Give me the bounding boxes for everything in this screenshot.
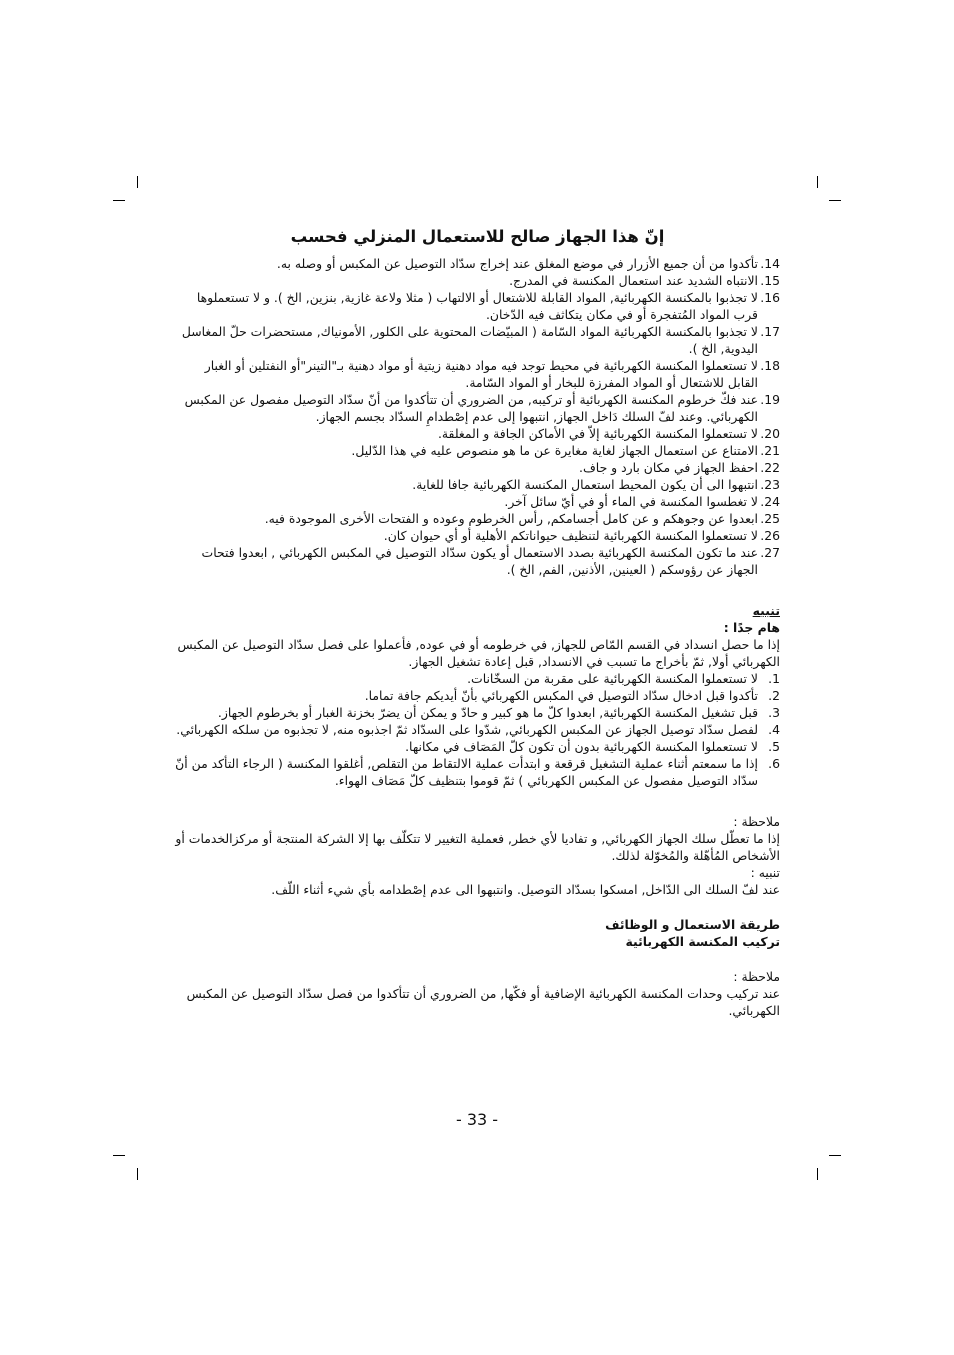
crop-mark-top-right-h bbox=[829, 200, 841, 201]
item-number: 17. bbox=[760, 324, 780, 339]
list-item bbox=[175, 544, 780, 578]
item-text: الانتباه الشديد عند استعمال المكنسة في المدرج. bbox=[509, 273, 758, 288]
list-item bbox=[175, 272, 780, 289]
crop-mark-top-left-h bbox=[113, 200, 125, 201]
item-text: عند فكّ خرطوم المكنسة الكهربائية أو تركيبه, من الضروري أن تتأكدوا من أنّ سدّاد التوصيل مفصول عن المكبس الكهربائي. وعند لفّ السلك دَاخل الجهاز, انتبهوا إلى عدم إصْطدامِ السدّاد بجسم الجهاز. bbox=[184, 392, 758, 424]
list-item bbox=[175, 442, 780, 459]
note-label: ملاحظة : bbox=[733, 814, 780, 829]
item-text: لا تستعملوا المكنسة الكهربائية بدون أن تكون كلّ المَصَاف في مكانها. bbox=[405, 739, 758, 754]
item-number: 20. bbox=[760, 426, 780, 441]
item-text: لا تغطسوا المكنسة في الماء أو في أيّ سائل آخر. bbox=[504, 494, 758, 509]
item-number: 14. bbox=[760, 256, 780, 271]
item-text: الامتناع عن استعمال الجهاز لغاية مغايرة عن ما هو منصوص عليه في هذا الدّليل. bbox=[351, 443, 758, 458]
important-label: هام جدًا : bbox=[723, 620, 780, 635]
item-number: 19. bbox=[760, 392, 780, 407]
safety-list bbox=[175, 255, 780, 578]
item-text: لا تستعملوا المكنسة الكهربائية إلاّ في الأماكن الجافة و المغلقة. bbox=[437, 426, 758, 441]
item-number: 24. bbox=[760, 494, 780, 509]
item-number: 4. bbox=[768, 722, 780, 737]
item-text: لا تستعملوا المكنسة الكهربائية في محيط توجد فيه مواد دهنية زيتية أو مواد دهنية بـ"التينر"أو النفتلين أو الغبار القابل للاشتعال أو المواد المفرزة للبخار أو المواد السّامة. bbox=[204, 358, 758, 390]
crop-mark-top-left-v bbox=[137, 176, 138, 188]
item-number: 16. bbox=[760, 290, 780, 305]
warning-list bbox=[175, 670, 780, 789]
list-item bbox=[175, 527, 780, 544]
list-item bbox=[175, 425, 780, 442]
item-text: ابعدوا عن وجوهكم و عن كامل أجسامكم, رأس الخرطوم وعوده و الفتحات الأخرى الموجودة فيه. bbox=[264, 511, 758, 526]
item-number: 22. bbox=[760, 460, 780, 475]
item-text: تأكدوا من أن جميع الأزرار في موضع المغلق عند إخراج سدّاد التوصيل عن المكبس أو وصله به. bbox=[276, 256, 758, 271]
item-text: احفظ الجهاز في مكان بارد و جاف. bbox=[579, 460, 758, 475]
item-number: 15. bbox=[760, 273, 780, 288]
list-item bbox=[175, 670, 780, 687]
list-item bbox=[175, 510, 780, 527]
item-text: لا تجذبوا بالمكنسة الكهربائية المواد السّامة ( المبيّضات المحتوية على الكلور, الأمونياك, مستحضرات حلّ المغاسل اليدوية, الخ ). bbox=[181, 324, 758, 356]
list-item bbox=[175, 323, 780, 357]
page-title: إنّ هذا الجهاز صالح للاستعمال المنزلي فحسب bbox=[290, 227, 665, 246]
item-text: لا تجذبوا بالمكنسة الكهربائية, المواد القابلة للاشتعال أو الالتهاب ( مثلا ولاعة غازية, بنزين, الخ ). و لا تستعملوها قرب المواد المُتفجرة أو في مكان يتكاثف فيه الدّخان. bbox=[196, 290, 758, 322]
note-text: إذا ما تعطّل سلك الجهاز الكهربائي, و تفاديا لأي خطر, فعملية التغيير لا تتكلّف بها إلا الشركة المنتجة أو مركزالخدمات أو الأشخاص المُأهّلة والمُخوّلة لذلك. bbox=[175, 831, 780, 863]
list-item bbox=[175, 255, 780, 272]
crop-mark-bottom-left-v bbox=[137, 1168, 138, 1180]
item-text: لا تستعملوا المكنسة الكهربائية لتنظيف حيواناتكم الأهلية أو أي حيوان كان. bbox=[383, 528, 758, 543]
item-number: 3. bbox=[768, 705, 780, 720]
item-number: 6. bbox=[768, 756, 780, 771]
item-number: 27. bbox=[760, 545, 780, 560]
crop-mark-bottom-right-v bbox=[817, 1168, 818, 1180]
item-number: 2. bbox=[768, 688, 780, 703]
caution-text: عند لفّ السلك الى الدّاخل, امسكوا بسدّاد التوصيل. وانتبهوا الى عدم إصْطدامه بأي شيء أثناء اللّف. bbox=[271, 882, 780, 897]
item-number: 5. bbox=[768, 739, 780, 754]
usage-heading: طريقة الاستعمال و الوظائف bbox=[605, 917, 780, 932]
list-item bbox=[175, 459, 780, 476]
assembly-heading: تركيب المكنسة الكهربائية bbox=[625, 934, 780, 949]
list-item bbox=[175, 721, 780, 738]
list-item bbox=[175, 289, 780, 323]
note-label: ملاحظة : bbox=[733, 969, 780, 984]
warning-intro: إذا ما حصل انسداد في القسم المّاص للجهاز, في خرطومه أو في عوده, فأعملوا على فصل سدّاد التوصيل عن المكبس الكهربائي أولا, ثمّ بأخراج ما تسبب في الانسداد, قبل إعادة تشغيل الجهاز. bbox=[177, 637, 780, 669]
item-number: 1. bbox=[768, 671, 780, 686]
list-item bbox=[175, 738, 780, 755]
item-number: 26. bbox=[760, 528, 780, 543]
item-text: تأكدوا قبل ادخال سدّاد التوصيل في المكبس الكهربائي بأنّ أيديكم جافة تماما. bbox=[364, 688, 758, 703]
list-item bbox=[175, 476, 780, 493]
list-item bbox=[175, 687, 780, 704]
list-item bbox=[175, 391, 780, 425]
item-text: قبل تشغيل المكنسة الكهربائية, ابعدوا كلّ ما هو كبير و حادّ و يمكن أن يضرّ بخزنة الغبار أو بخرطوم الجهاز. bbox=[217, 705, 758, 720]
crop-mark-bottom-right-h bbox=[829, 1155, 841, 1156]
list-item bbox=[175, 357, 780, 391]
crop-mark-bottom-left-h bbox=[113, 1155, 125, 1156]
item-number: 18. bbox=[760, 358, 780, 373]
list-item bbox=[175, 704, 780, 721]
item-number: 21. bbox=[760, 443, 780, 458]
caution-label: تنبيه : bbox=[750, 865, 780, 880]
item-text: انتبهوا الى أن يكون المحيط استعمال المكنسة الكهربائية جافا للغاية. bbox=[412, 477, 758, 492]
item-text: إذا ما سمعتم أثناء عملية التشغيل قرقعة و ابتدأت عملية الالتقاط من التقلص, أغلقوا المكنسة ( الرجاء التأكد من أنّ سدّاد التوصيل مفصول عن المكبس الكهربائي ) ثمّ قوموا بتنظيف كلّ مَصَاف الهواء. bbox=[175, 756, 758, 788]
list-item bbox=[175, 755, 780, 789]
item-number: 25. bbox=[760, 511, 780, 526]
list-item bbox=[175, 493, 780, 510]
crop-mark-top-right-v bbox=[817, 176, 818, 188]
item-number: 23. bbox=[760, 477, 780, 492]
page-number: - 33 - bbox=[455, 1110, 499, 1129]
item-text: لا تستعملوا المكنسة الكهربائية على مقربة من السخّانات. bbox=[467, 671, 758, 686]
warning-heading: تنبيه bbox=[752, 603, 780, 618]
item-text: لفصل سدّاد توصيل الجهاز عن المكبس الكهربائي, شدّوا على السدّاد ثمّ اجذبوه منه, لا تجذبوه من سلكه الكهربائي. bbox=[176, 722, 758, 737]
note-text: عند تركيب وحدات المكنسة الكهربائية الإضافية أو فكّها, من الضروري أن تتأكدوا من فصل سدّاد التوصيل عن المكبس الكهربائي. bbox=[186, 986, 780, 1018]
item-text: عند ما تكون المكنسة الكهربائية بصدد الاستعمال أو يكون سدّاد التوصيل في المكبس الكهربائي , ابعدوا فتحات الجهاز عن رؤوسكم ( العينين, الأذنين, الفم, الخ ). bbox=[201, 545, 758, 577]
document-page bbox=[175, 228, 780, 1019]
